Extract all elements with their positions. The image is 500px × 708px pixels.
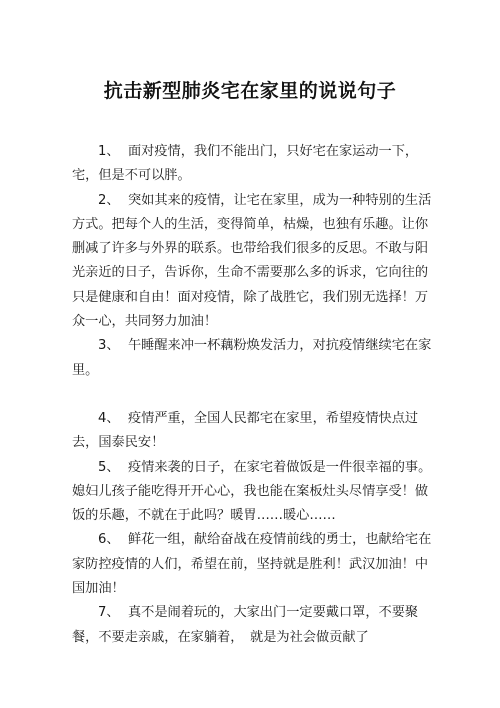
paragraph-1 bbox=[72, 140, 432, 189]
paragraph-3 bbox=[72, 334, 432, 383]
paragraph-number: 3、 bbox=[98, 338, 120, 354]
paragraph-5 bbox=[72, 456, 432, 529]
paragraph-text: 鲜花一组，献给奋战在疫情前线的勇士，也献给宅在家防控疫情的人们，希望在前，坚持就是胜利！武汉加油！中国加油！ bbox=[72, 532, 432, 597]
paragraph-number: 7、 bbox=[98, 605, 120, 621]
paragraph-number: 2、 bbox=[98, 192, 120, 208]
paragraph-2 bbox=[72, 189, 432, 335]
page-title: 抗击新型肺炎宅在家里的说说句子 bbox=[103, 80, 397, 102]
paragraph-text: 疫情严重，全国人民都宅在家里，希望疫情快点过去，国泰民安！ bbox=[72, 410, 419, 451]
paragraph-text: 面对疫情，我们不能出门，只好宅在家运动一下，宅，但是不可以胖。 bbox=[72, 144, 419, 184]
paragraph-text: 午睡醒来冲一杯藕粉焕发活力，对抗疫情继续宅在家里。 bbox=[72, 338, 432, 378]
paragraph-text: 真不是闹着玩的，大家出门一定要戴口罩，不要聚餐，不要走亲戚，在家躺着， 就是为社会做贡献了 bbox=[72, 605, 419, 645]
paragraph-7 bbox=[72, 601, 432, 650]
paragraph-6 bbox=[72, 528, 432, 601]
paragraph-number: 4、 bbox=[98, 410, 120, 426]
paragraph-text: 疫情来袭的日子，在家宅着做饭是一件很幸福的事。媳妇儿孩子能吃得开开心心，我也能在案板灶头尽情享受！做饭的乐趣，不就在于此吗？暖胃……暖心…… bbox=[72, 459, 432, 524]
paragraph-spacer bbox=[72, 383, 432, 407]
paragraph-text: 突如其来的疫情，让宅在家里，成为一种特别的生活方式。把每个人的生活，变得简单，枯燥，也独有乐趣。让你删减了许多与外界的联系。也带给我们很多的反思。不敢与阳光亲近的日子，告诉你，生命不需要那么多的诉求，它向往的只是健康和自由！面对疫情，除了战胜它，我们别无选择！万众一心，共同努力加油！ bbox=[72, 192, 432, 330]
paragraph-number: 5、 bbox=[98, 459, 120, 475]
document-body bbox=[72, 140, 432, 650]
paragraph-number: 6、 bbox=[98, 532, 120, 548]
paragraph-number: 1、 bbox=[98, 144, 120, 159]
paragraph-4 bbox=[72, 407, 432, 456]
